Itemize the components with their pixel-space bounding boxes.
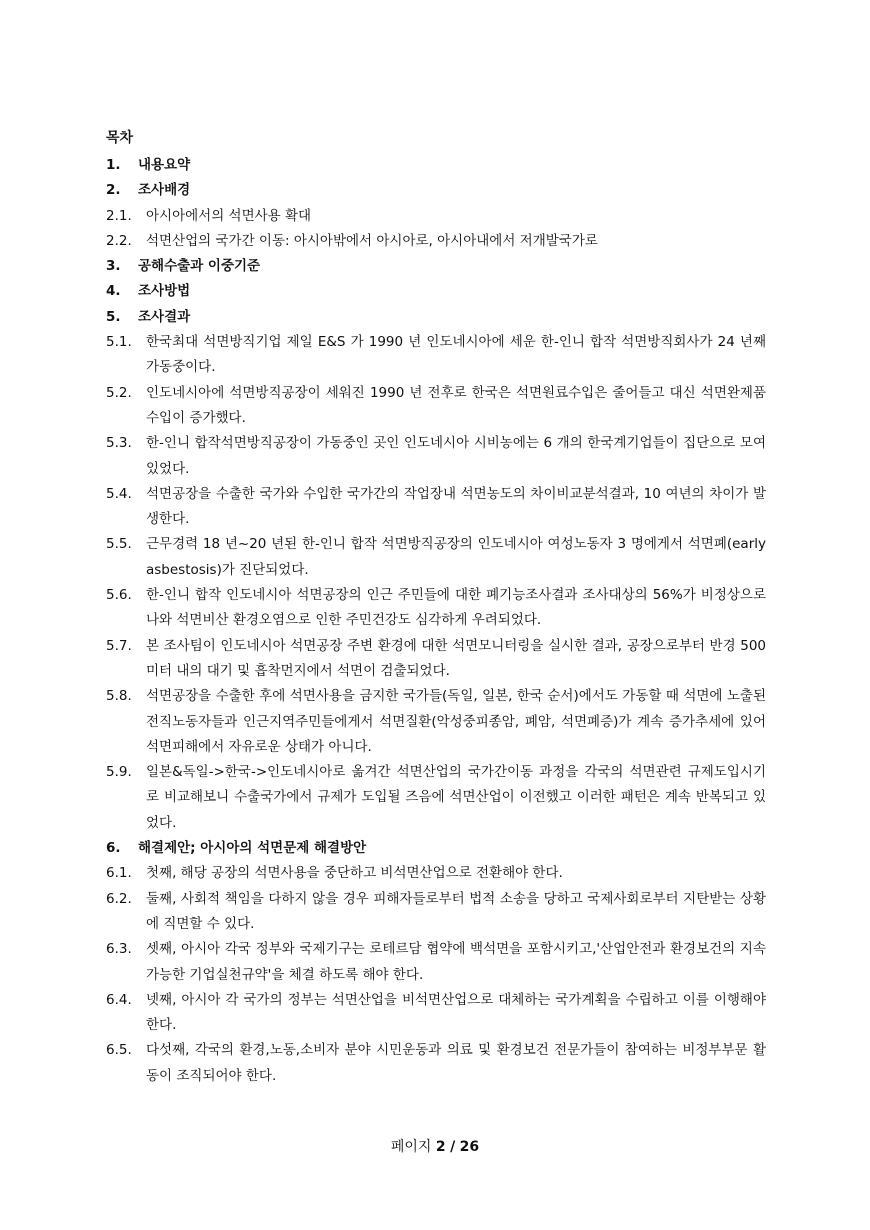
toc-title: 목차 bbox=[106, 130, 134, 146]
toc-subsection-entry bbox=[106, 684, 766, 760]
toc-entry-text: 한국최대 석면방직기업 제일 E&S 가 1990 년 인도네시아에 세운 한-인니 합작 석면방직회사가 24 년째 가동중이다. bbox=[146, 334, 766, 376]
toc-entry-text: 아시아에서의 석면사용 확대 bbox=[146, 207, 312, 224]
toc-section-heading bbox=[106, 279, 766, 304]
toc-subsection-entry bbox=[106, 634, 766, 685]
toc-entry-text: 조사방법 bbox=[138, 283, 191, 300]
toc-subsection-entry bbox=[106, 229, 766, 254]
toc-list bbox=[106, 153, 766, 1089]
toc-entry-text: 셋째, 아시아 각국 정부와 국제기구는 로테르담 협약에 백석면을 포함시키고,'산업안전과 환경보건의 지속가능한 기업실천규약'을 체결 하도록 해야 한다. bbox=[146, 941, 766, 983]
toc-entry-number: 5.5. bbox=[106, 536, 132, 553]
toc-subsection-entry bbox=[106, 583, 766, 634]
toc-entry-text: 다섯째, 각국의 환경,노동,소비자 분야 시민운동과 의료 및 환경보건 전문가들이 참여하는 비정부부문 활동이 조직되어야 한다. bbox=[146, 1042, 766, 1084]
toc-entry-text: 한-인니 합작 인도네시아 석면공장의 인근 주민들에 대한 폐기능조사결과 조사대상의 56%가 비정상으로 나와 석면비산 환경오염으로 인한 주민건강도 심각하게 우려되었다. bbox=[146, 587, 766, 629]
toc-section-heading bbox=[106, 305, 766, 330]
toc-entry-text: 인도네시아에 석면방직공장이 세워진 1990 년 전후로 한국은 석면원료수입은 줄어들고 대신 석면완제품 수입이 증가했다. bbox=[146, 384, 766, 426]
toc-entry-number: 4. bbox=[106, 283, 121, 300]
toc-section-heading bbox=[106, 178, 766, 203]
toc-entry-number: 5. bbox=[106, 308, 121, 325]
toc-entry-text: 본 조사팀이 인도네시아 석면공장 주변 환경에 대한 석면모니터링을 실시한 결과, 공장으로부터 반경 500미터 내의 대기 및 흡착먼지에서 석면이 검출되었다. bbox=[146, 637, 766, 679]
toc-section-heading bbox=[106, 254, 766, 279]
toc-entry-number: 5.2. bbox=[106, 384, 132, 401]
page-number-total: 26 bbox=[459, 1139, 480, 1155]
page-footer bbox=[0, 1136, 870, 1156]
toc-entry-number: 6.5. bbox=[106, 1042, 132, 1059]
toc-subsection-entry bbox=[106, 937, 766, 988]
toc-entry-text: 해결제안; 아시아의 석면문제 해결방안 bbox=[138, 840, 367, 857]
toc-entry-number: 6.2. bbox=[106, 890, 132, 907]
toc-entry-number: 5.4. bbox=[106, 485, 132, 502]
toc-entry-text: 조사배경 bbox=[138, 182, 191, 199]
toc-section-heading bbox=[106, 836, 766, 861]
toc-entry-text: 석면공장을 수출한 후에 석면사용을 금지한 국가들(독일, 일본, 한국 순서)에서도 가동할 때 석면에 노출된 전직노동자들과 인근지역주민들에게서 석면질환(악성중피종암, 폐암, 석면폐증)가 계속 증가추세에 있어 석면피해에서 자유로운 상태가 아니다. bbox=[146, 688, 766, 755]
page-label: 페이지 bbox=[390, 1139, 432, 1155]
toc-subsection-entry bbox=[106, 988, 766, 1039]
table-of-contents bbox=[106, 128, 766, 1089]
page-number-separator: / bbox=[450, 1139, 456, 1155]
toc-entry-text: 둘째, 사회적 책임을 다하지 않을 경우 피해자들로부터 법적 소송을 당하고 국제사회로부터 지탄받는 상황에 직면할 수 있다. bbox=[146, 890, 766, 932]
toc-entry-number: 5.3. bbox=[106, 435, 132, 452]
toc-entry-number: 1. bbox=[106, 157, 121, 173]
toc-entry-number: 2.1. bbox=[106, 207, 132, 224]
toc-section-heading bbox=[106, 153, 766, 178]
toc-entry-number: 2. bbox=[106, 182, 121, 199]
toc-subsection-entry bbox=[106, 330, 766, 381]
toc-subsection-entry bbox=[106, 1038, 766, 1089]
toc-subsection-entry bbox=[106, 204, 766, 229]
toc-entry-text: 내용요약 bbox=[138, 157, 191, 173]
toc-entry-number: 5.8. bbox=[106, 688, 132, 705]
toc-subsection-entry bbox=[106, 431, 766, 482]
toc-subsection-entry bbox=[106, 861, 766, 886]
toc-entry-number: 5.6. bbox=[106, 587, 132, 604]
toc-entry-text: 일본&독일->한국->인도네시아로 옮겨간 석면산업의 국가간이동 과정을 각국의 석면관련 규제도입시기로 비교해보니 수출국가에서 규제가 도입될 즈음에 석면산업이 이전했고 이러한 패턴은 계속 반복되고 있었다. bbox=[146, 764, 766, 831]
toc-entry-text: 근무경력 18 년~20 년된 한-인니 합작 석면방직공장의 인도네시아 여성노동자 3 명에게서 석면폐(early asbestosis)가 진단되었다. bbox=[146, 536, 766, 578]
toc-entry-text: 첫째, 해당 공장의 석면사용을 중단하고 비석면산업으로 전환해야 한다. bbox=[146, 865, 563, 882]
toc-entry-number: 2.2. bbox=[106, 232, 132, 249]
toc-subsection-entry bbox=[106, 760, 766, 836]
toc-entry-number: 5.7. bbox=[106, 637, 132, 654]
toc-entry-number: 5.1. bbox=[106, 334, 132, 351]
toc-subsection-entry bbox=[106, 482, 766, 533]
toc-entry-number: 6. bbox=[106, 840, 121, 857]
toc-entry-number: 5.9. bbox=[106, 764, 132, 781]
toc-entry-text: 석면공장을 수출한 국가와 수입한 국가간의 작업장내 석면농도의 차이비교분석결과, 10 여년의 차이가 발생한다. bbox=[146, 485, 766, 528]
toc-entry-number: 6.3. bbox=[106, 941, 132, 958]
toc-subsection-entry bbox=[106, 887, 766, 938]
toc-entry-number: 3. bbox=[106, 258, 121, 275]
toc-entry-text: 조사결과 bbox=[138, 308, 191, 325]
toc-entry-number: 6.1. bbox=[106, 865, 132, 882]
toc-entry-text: 넷째, 아시아 각 국가의 정부는 석면산업을 비석면산업으로 대체하는 국가계획을 수립하고 이를 이행해야 한다. bbox=[146, 991, 766, 1034]
toc-entry-text: 석면산업의 국가간 이동: 아시아밖에서 아시아로, 아시아내에서 저개발국가로 bbox=[146, 232, 598, 249]
toc-entry-text: 공해수출과 이중기준 bbox=[138, 258, 261, 275]
toc-subsection-entry bbox=[106, 381, 766, 432]
toc-entry-text: 한-인니 합작석면방직공장이 가동중인 곳인 인도네시아 시비농에는 6 개의 한국계기업들이 집단으로 모여있었다. bbox=[146, 435, 766, 477]
page-number-current: 2 bbox=[435, 1139, 446, 1155]
toc-subsection-entry bbox=[106, 532, 766, 583]
toc-entry-number: 6.4. bbox=[106, 991, 132, 1008]
